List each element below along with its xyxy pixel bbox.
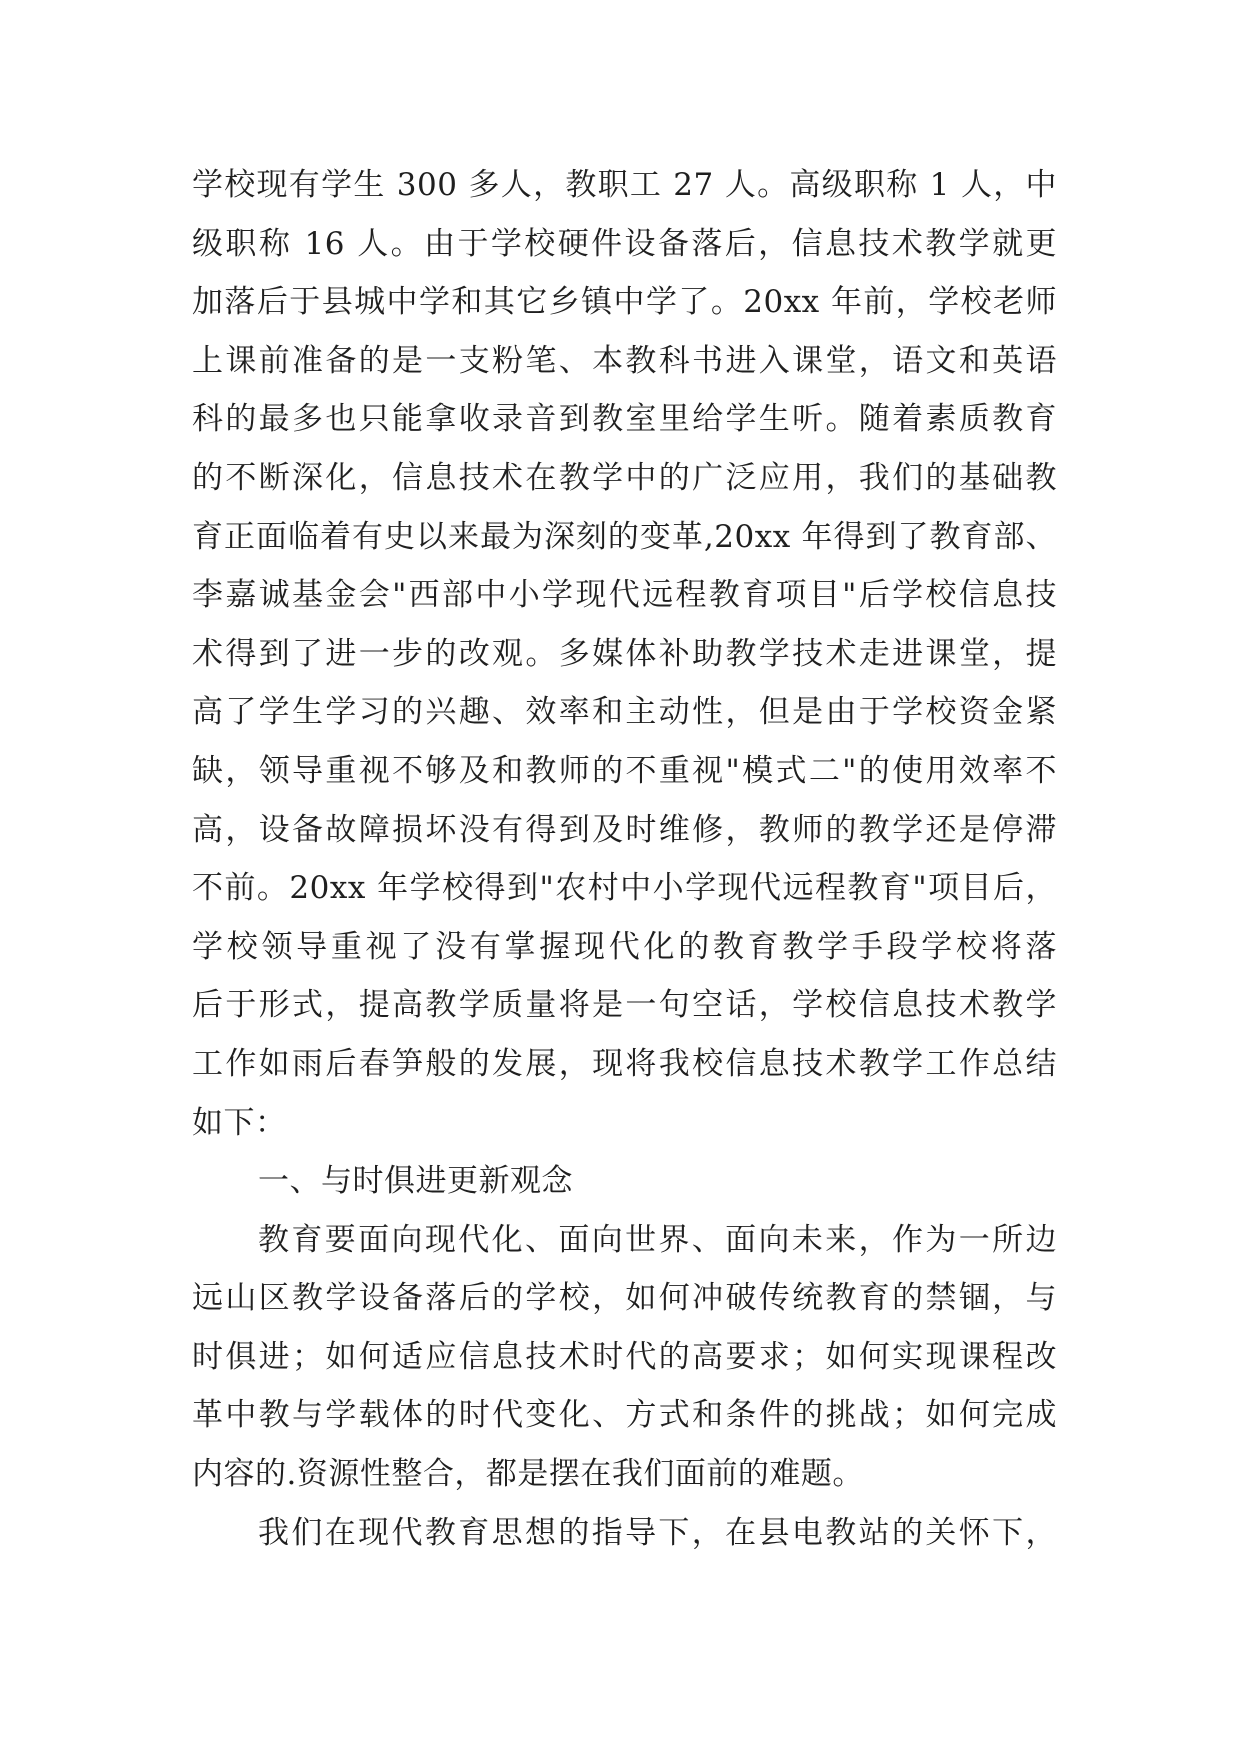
text-line: 术得到了进一步的改观。多媒体补助教学技术走进课堂，提 xyxy=(192,635,1057,672)
text-line: 级职称 16 人。由于学校硬件设备落后，信息技术教学就更 xyxy=(192,225,1057,262)
text-line: 后于形式，提高教学质量将是一句空话，学校信息技术教学 xyxy=(192,987,1057,1024)
text-line: 加落后于县城中学和其它乡镇中学了。20xx 年前，学校老师 xyxy=(192,284,1057,321)
text-line: 育正面临着有史以来最为深刻的变革,20xx 年得到了教育部、 xyxy=(192,518,1057,555)
text-line: 缺，领导重视不够及和教师的不重视"模式二"的使用效率不 xyxy=(192,752,1057,789)
text-line: 不前。20xx 年学校得到"农村中小学现代远程教育"项目后， xyxy=(192,870,1057,907)
text-line: 革中教与学载体的时代变化、方式和条件的挑战；如何完成 xyxy=(192,1397,1057,1434)
text-line: 高，设备故障损坏没有得到及时维修，教师的教学还是停滞 xyxy=(192,811,1057,848)
text-line: 科的最多也只能拿收录音到教室里给学生听。随着素质教育 xyxy=(192,401,1057,438)
text-line: 我们在现代教育思想的指导下，在县电教站的关怀下， xyxy=(258,1514,1057,1551)
section-heading: 一、与时俱进更新观念 xyxy=(258,1163,573,1200)
text-line: 上课前准备的是一支粉笔、本教科书进入课堂，语文和英语 xyxy=(192,342,1057,379)
text-line: 远山区教学设备落后的学校，如何冲破传统教育的禁锢，与 xyxy=(192,1280,1057,1317)
body-text xyxy=(192,156,1057,1562)
text-line: 的不断深化，信息技术在教学中的广泛应用，我们的基础教 xyxy=(192,459,1057,496)
text-line: 内容的.资源性整合，都是摆在我们面前的难题。 xyxy=(192,1456,864,1493)
text-line: 工作如雨后春笋般的发展，现将我校信息技术教学工作总结 xyxy=(192,1045,1057,1082)
text-line: 学校现有学生 300 多人，教职工 27 人。高级职称 1 人，中 xyxy=(192,167,1057,203)
text-line: 时俱进；如何适应信息技术时代的高要求；如何实现课程改 xyxy=(192,1338,1057,1375)
text-line: 李嘉诚基金会"西部中小学现代远程教育项目"后学校信息技 xyxy=(192,577,1057,614)
text-line: 学校领导重视了没有掌握现代化的教育教学手段学校将落 xyxy=(192,928,1057,965)
text-line: 教育要面向现代化、面向世界、面向未来，作为一所边 xyxy=(258,1221,1057,1258)
text-line: 如下： xyxy=(192,1104,287,1141)
text-line: 高了学生学习的兴趣、效率和主动性，但是由于学校资金紧 xyxy=(192,694,1057,731)
